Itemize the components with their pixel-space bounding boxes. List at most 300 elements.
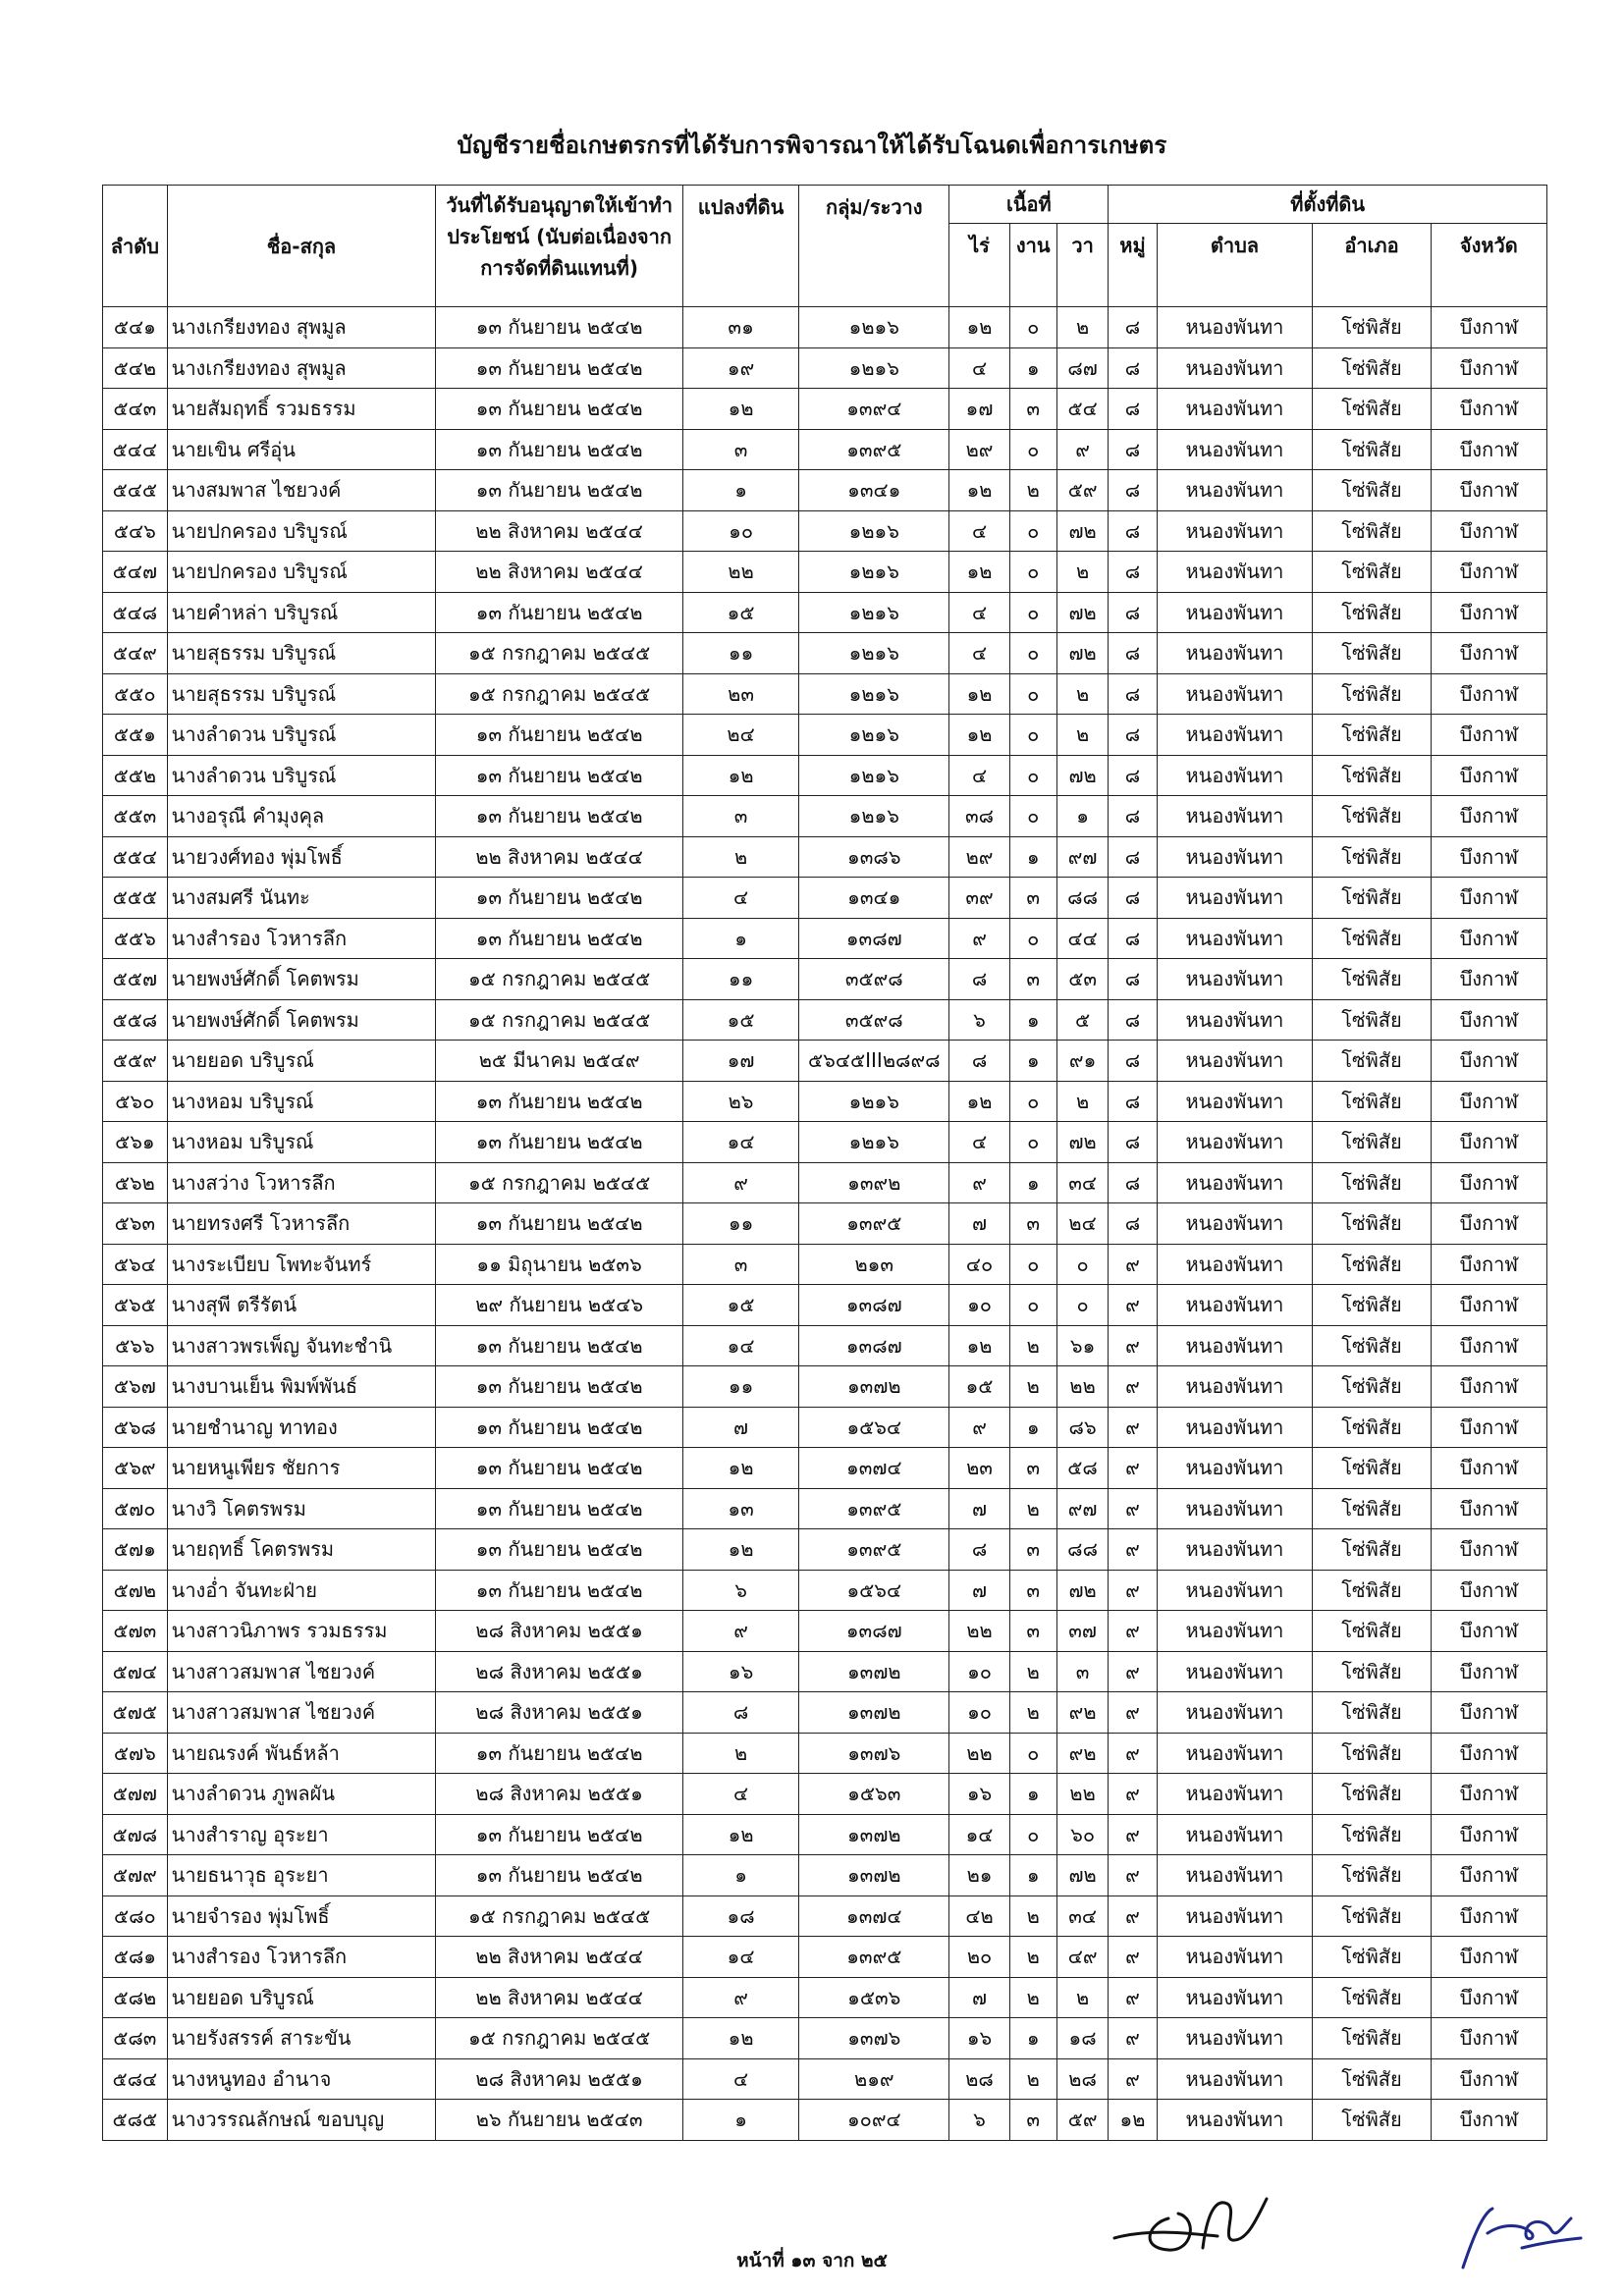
plot-number-cell: ๑๔: [682, 1122, 798, 1163]
amphoe-cell: โซ่พิสัย: [1313, 999, 1431, 1041]
area-rai-cell: ๔: [949, 510, 1009, 552]
area-wa-cell: ๒: [1056, 552, 1109, 593]
permit-date-cell: ๑๕ กรกฎาคม ๒๕๔๕: [436, 673, 683, 715]
village-moo-cell: ๙: [1109, 2018, 1157, 2059]
permit-date-cell: ๒๘ สิงหาคม ๒๕๕๑: [436, 2058, 683, 2100]
area-wa-cell: ๗๒: [1056, 1570, 1109, 1611]
farmer-name-cell: นางสำรอง โวหารลึก: [167, 1937, 436, 1978]
area-wa-cell: ๗๒: [1056, 755, 1109, 796]
plot-number-cell: ๒๒: [682, 552, 798, 593]
plot-number-cell: ๓: [682, 1244, 798, 1285]
farmer-name-cell: นางสมพาส ไชยวงค์: [167, 470, 436, 511]
area-rai-cell: ๙: [949, 1162, 1009, 1203]
row-number-cell: ๕๔๘: [103, 592, 168, 633]
province-cell: บึงกาฬ: [1431, 1162, 1546, 1203]
table-row: [103, 429, 1547, 470]
table-row: [103, 2100, 1547, 2141]
table-row: [103, 1285, 1547, 1326]
tambon-cell: หนองพันทา: [1157, 918, 1313, 959]
map-group-cell: ๑๓๘๗: [799, 1611, 949, 1652]
header-date: วันที่ได้รับอนุญาตให้เข้าทำประโยชน์ (นับต่อเนื่องจากการจัดที่ดินแทนที่): [436, 186, 683, 307]
village-moo-cell: ๑๒: [1109, 2100, 1157, 2141]
map-group-cell: ๕๖๔๕III๒๘๙๘: [799, 1041, 949, 1082]
area-ngan-cell: ๓: [1009, 1570, 1056, 1611]
map-group-cell: ๑๒๑๖: [799, 510, 949, 552]
province-cell: บึงกาฬ: [1431, 959, 1546, 1000]
plot-number-cell: ๒๔: [682, 715, 798, 756]
tambon-cell: หนองพันทา: [1157, 1203, 1313, 1245]
village-moo-cell: ๘: [1109, 755, 1157, 796]
amphoe-cell: โซ่พิสัย: [1313, 1488, 1431, 1529]
province-cell: บึงกาฬ: [1431, 1203, 1546, 1245]
plot-number-cell: ๑๑: [682, 959, 798, 1000]
map-group-cell: ๑๓๗๒: [799, 1651, 949, 1692]
permit-date-cell: ๑๓ กันยายน ๒๕๔๒: [436, 1407, 683, 1448]
area-ngan-cell: ๐: [1009, 796, 1056, 837]
tambon-cell: หนองพันทา: [1157, 1407, 1313, 1448]
village-moo-cell: ๙: [1109, 1285, 1157, 1326]
farmer-name-cell: นางสมศรี นันทะ: [167, 878, 436, 919]
tambon-cell: หนองพันทา: [1157, 1855, 1313, 1896]
table-row: [103, 510, 1547, 552]
province-cell: บึงกาฬ: [1431, 1488, 1546, 1529]
amphoe-cell: โซ่พิสัย: [1313, 1692, 1431, 1734]
province-cell: บึงกาฬ: [1431, 510, 1546, 552]
area-rai-cell: ๑๔: [949, 1814, 1009, 1855]
area-rai-cell: ๖: [949, 999, 1009, 1041]
province-cell: บึงกาฬ: [1431, 2058, 1546, 2100]
farmer-name-cell: นางอ่ำ จันทะฝ่าย: [167, 1570, 436, 1611]
province-cell: บึงกาฬ: [1431, 429, 1546, 470]
farmer-name-cell: นายณรงค์ พันธ์หล้า: [167, 1733, 436, 1774]
amphoe-cell: โซ่พิสัย: [1313, 2018, 1431, 2059]
village-moo-cell: ๘: [1109, 1041, 1157, 1082]
area-ngan-cell: ๑: [1009, 347, 1056, 389]
area-wa-cell: ๒: [1056, 307, 1109, 348]
farmer-name-cell: นางวิ โคตรพรม: [167, 1488, 436, 1529]
tambon-cell: หนองพันทา: [1157, 1285, 1313, 1326]
permit-date-cell: ๑๓ กันยายน ๒๕๔๒: [436, 715, 683, 756]
area-ngan-cell: ๐: [1009, 755, 1056, 796]
area-wa-cell: ๓๔: [1056, 1162, 1109, 1203]
map-group-cell: ๑๓๘๖: [799, 836, 949, 878]
row-number-cell: ๕๗๙: [103, 1855, 168, 1896]
area-rai-cell: ๑๒: [949, 673, 1009, 715]
row-number-cell: ๕๖๕: [103, 1285, 168, 1326]
village-moo-cell: ๘: [1109, 510, 1157, 552]
area-rai-cell: ๗: [949, 1570, 1009, 1611]
table-row: [103, 1203, 1547, 1245]
map-group-cell: ๑๒๑๖: [799, 715, 949, 756]
province-cell: บึงกาฬ: [1431, 1855, 1546, 1896]
tambon-cell: หนองพันทา: [1157, 1325, 1313, 1366]
map-group-cell: ๑๒๑๖: [799, 552, 949, 593]
village-moo-cell: ๘: [1109, 999, 1157, 1041]
village-moo-cell: ๘: [1109, 633, 1157, 674]
tambon-cell: หนองพันทา: [1157, 1774, 1313, 1815]
area-wa-cell: ๕๙: [1056, 470, 1109, 511]
amphoe-cell: โซ่พิสัย: [1313, 1285, 1431, 1326]
area-ngan-cell: ๒: [1009, 1977, 1056, 2018]
area-ngan-cell: ๐: [1009, 1733, 1056, 1774]
amphoe-cell: โซ่พิสัย: [1313, 1081, 1431, 1122]
table-row: [103, 552, 1547, 593]
tambon-cell: หนองพันทา: [1157, 552, 1313, 593]
village-moo-cell: ๙: [1109, 1448, 1157, 1489]
table-row: [103, 347, 1547, 389]
row-number-cell: ๕๗๗: [103, 1774, 168, 1815]
row-number-cell: ๕๕๐: [103, 673, 168, 715]
map-group-cell: ๑๕๖๓: [799, 1774, 949, 1815]
farmer-name-cell: นางหอม บริบูรณ์: [167, 1122, 436, 1163]
village-moo-cell: ๙: [1109, 1733, 1157, 1774]
village-moo-cell: ๙: [1109, 1611, 1157, 1652]
table-row: [103, 1366, 1547, 1408]
amphoe-cell: โซ่พิสัย: [1313, 1407, 1431, 1448]
area-wa-cell: ๗๒: [1056, 633, 1109, 674]
permit-date-cell: ๑๑ มิถุนายน ๒๕๓๖: [436, 1244, 683, 1285]
amphoe-cell: โซ่พิสัย: [1313, 1814, 1431, 1855]
province-cell: บึงกาฬ: [1431, 1407, 1546, 1448]
area-rai-cell: ๗: [949, 1488, 1009, 1529]
table-row: [103, 1814, 1547, 1855]
area-rai-cell: ๒๐: [949, 1937, 1009, 1978]
province-cell: บึงกาฬ: [1431, 1244, 1546, 1285]
area-wa-cell: ๓๔: [1056, 1896, 1109, 1937]
map-group-cell: ๑๒๑๖: [799, 755, 949, 796]
village-moo-cell: ๘: [1109, 347, 1157, 389]
plot-number-cell: ๒: [682, 1733, 798, 1774]
area-rai-cell: ๙: [949, 918, 1009, 959]
village-moo-cell: ๘: [1109, 1203, 1157, 1245]
amphoe-cell: โซ่พิสัย: [1313, 1733, 1431, 1774]
plot-number-cell: ๑๕: [682, 999, 798, 1041]
amphoe-cell: โซ่พิสัย: [1313, 347, 1431, 389]
table-row: [103, 1692, 1547, 1734]
plot-number-cell: ๘: [682, 1692, 798, 1734]
area-ngan-cell: ๐: [1009, 1285, 1056, 1326]
province-cell: บึงกาฬ: [1431, 1733, 1546, 1774]
farmer-name-cell: นายฤทธิ์ โคตรพรม: [167, 1529, 436, 1571]
amphoe-cell: โซ่พิสัย: [1313, 1366, 1431, 1408]
row-number-cell: ๕๗๘: [103, 1814, 168, 1855]
farmer-name-cell: นางสาวสมพาส ไชยวงค์: [167, 1651, 436, 1692]
permit-date-cell: ๑๓ กันยายน ๒๕๔๒: [436, 1122, 683, 1163]
map-group-cell: ๑๕๖๔: [799, 1407, 949, 1448]
tambon-cell: หนองพันทา: [1157, 836, 1313, 878]
permit-date-cell: ๑๓ กันยายน ๒๕๔๒: [436, 1325, 683, 1366]
farmer-name-cell: นายชำนาญ ทาทอง: [167, 1407, 436, 1448]
area-ngan-cell: ๐: [1009, 592, 1056, 633]
province-cell: บึงกาฬ: [1431, 796, 1546, 837]
plot-number-cell: ๑๕: [682, 1285, 798, 1326]
plot-number-cell: ๑๔: [682, 1937, 798, 1978]
plot-number-cell: ๑๒: [682, 2018, 798, 2059]
tambon-cell: หนองพันทา: [1157, 1937, 1313, 1978]
table-row: [103, 715, 1547, 756]
plot-number-cell: ๑: [682, 470, 798, 511]
table-row: [103, 1570, 1547, 1611]
plot-number-cell: ๑๔: [682, 1325, 798, 1366]
tambon-cell: หนองพันทา: [1157, 1122, 1313, 1163]
page-number: หน้าที่ ๑๓ จาก ๒๕: [736, 2250, 888, 2271]
area-ngan-cell: ๑: [1009, 1774, 1056, 1815]
map-group-cell: ๑๒๑๖: [799, 307, 949, 348]
area-wa-cell: ๙๗: [1056, 836, 1109, 878]
area-ngan-cell: ๒: [1009, 1896, 1056, 1937]
area-ngan-cell: ๐: [1009, 673, 1056, 715]
amphoe-cell: โซ่พิสัย: [1313, 592, 1431, 633]
farmer-name-cell: นางวรรณลักษณ์ ขอบบุญ: [167, 2100, 436, 2141]
amphoe-cell: โซ่พิสัย: [1313, 673, 1431, 715]
area-ngan-cell: ๐: [1009, 715, 1056, 756]
tambon-cell: หนองพันทา: [1157, 389, 1313, 430]
permit-date-cell: ๒๙ กันยายน ๒๕๔๖: [436, 1285, 683, 1326]
area-rai-cell: ๑๐: [949, 1285, 1009, 1326]
area-ngan-cell: ๒: [1009, 1937, 1056, 1978]
plot-number-cell: ๑๖: [682, 1651, 798, 1692]
plot-number-cell: ๔: [682, 1774, 798, 1815]
village-moo-cell: ๘: [1109, 796, 1157, 837]
amphoe-cell: โซ่พิสัย: [1313, 1937, 1431, 1978]
province-cell: บึงกาฬ: [1431, 1651, 1546, 1692]
table-row: [103, 1325, 1547, 1366]
permit-date-cell: ๑๓ กันยายน ๒๕๔๒: [436, 1488, 683, 1529]
village-moo-cell: ๘: [1109, 429, 1157, 470]
tambon-cell: หนองพันทา: [1157, 796, 1313, 837]
area-wa-cell: ๒: [1056, 715, 1109, 756]
table-row: [103, 1041, 1547, 1082]
tambon-cell: หนองพันทา: [1157, 1366, 1313, 1408]
tambon-cell: หนองพันทา: [1157, 1896, 1313, 1937]
table-body: [103, 307, 1547, 2141]
farmer-name-cell: นางสาวสมพาส ไชยวงค์: [167, 1692, 436, 1734]
amphoe-cell: โซ่พิสัย: [1313, 1325, 1431, 1366]
amphoe-cell: โซ่พิสัย: [1313, 1162, 1431, 1203]
table-row: [103, 1448, 1547, 1489]
area-ngan-cell: ๓: [1009, 1611, 1056, 1652]
map-group-cell: ๑๓๘๗: [799, 918, 949, 959]
map-group-cell: ๒๑๙: [799, 2058, 949, 2100]
map-group-cell: ๑๓๙๒: [799, 1162, 949, 1203]
area-rai-cell: ๓๘: [949, 796, 1009, 837]
permit-date-cell: ๒๘ สิงหาคม ๒๕๕๑: [436, 1692, 683, 1734]
province-cell: บึงกาฬ: [1431, 1570, 1546, 1611]
farmer-name-cell: นางสำราญ อุระยา: [167, 1814, 436, 1855]
plot-number-cell: ๔: [682, 878, 798, 919]
tambon-cell: หนองพันทา: [1157, 1244, 1313, 1285]
farmer-name-cell: นางสว่าง โวหารลึก: [167, 1162, 436, 1203]
map-group-cell: ๑๓๗๔: [799, 1896, 949, 1937]
plot-number-cell: ๑๒: [682, 1814, 798, 1855]
tambon-cell: หนองพันทา: [1157, 1488, 1313, 1529]
permit-date-cell: ๑๓ กันยายน ๒๕๔๒: [436, 470, 683, 511]
amphoe-cell: โซ่พิสัย: [1313, 552, 1431, 593]
village-moo-cell: ๙: [1109, 1692, 1157, 1734]
map-group-cell: ๑๒๑๖: [799, 673, 949, 715]
area-ngan-cell: ๓: [1009, 878, 1056, 919]
row-number-cell: ๕๔๑: [103, 307, 168, 348]
amphoe-cell: โซ่พิสัย: [1313, 2058, 1431, 2100]
farmer-name-cell: นางสาวนิภาพร รวมธรรม: [167, 1611, 436, 1652]
tambon-cell: หนองพันทา: [1157, 510, 1313, 552]
village-moo-cell: ๙: [1109, 1407, 1157, 1448]
map-group-cell: ๑๒๑๖: [799, 633, 949, 674]
row-number-cell: ๕๔๓: [103, 389, 168, 430]
province-cell: บึงกาฬ: [1431, 1285, 1546, 1326]
row-number-cell: ๕๖๘: [103, 1407, 168, 1448]
map-group-cell: ๑๐๙๔: [799, 2100, 949, 2141]
farmer-name-cell: นางระเบียบ โพทะจันทร์: [167, 1244, 436, 1285]
area-rai-cell: ๔: [949, 755, 1009, 796]
header-area: เนื้อที่: [949, 186, 1109, 224]
area-rai-cell: ๑๖: [949, 2018, 1009, 2059]
tambon-cell: หนองพันทา: [1157, 307, 1313, 348]
row-number-cell: ๕๗๑: [103, 1529, 168, 1571]
permit-date-cell: ๒๘ สิงหาคม ๒๕๕๑: [436, 1774, 683, 1815]
table-row: [103, 1162, 1547, 1203]
tambon-cell: หนองพันทา: [1157, 1570, 1313, 1611]
permit-date-cell: ๒๘ สิงหาคม ๒๕๕๑: [436, 1611, 683, 1652]
tambon-cell: หนองพันทา: [1157, 592, 1313, 633]
plot-number-cell: ๒๓: [682, 673, 798, 715]
area-rai-cell: ๔๐: [949, 1244, 1009, 1285]
tambon-cell: หนองพันทา: [1157, 959, 1313, 1000]
area-wa-cell: ๘๖: [1056, 1407, 1109, 1448]
tambon-cell: หนองพันทา: [1157, 1733, 1313, 1774]
farmer-name-cell: นางสาวพรเพ็ญ จันทะชำนิ: [167, 1325, 436, 1366]
table-row: [103, 1081, 1547, 1122]
row-number-cell: ๕๕๖: [103, 918, 168, 959]
table-row: [103, 1855, 1547, 1896]
row-number-cell: ๕๕๕: [103, 878, 168, 919]
area-wa-cell: ๗๒: [1056, 1122, 1109, 1163]
row-number-cell: ๕๖๐: [103, 1081, 168, 1122]
permit-date-cell: ๑๓ กันยายน ๒๕๔๒: [436, 347, 683, 389]
province-cell: บึงกาฬ: [1431, 1081, 1546, 1122]
plot-number-cell: ๑๑: [682, 633, 798, 674]
area-wa-cell: ๒: [1056, 673, 1109, 715]
row-number-cell: ๕๕๙: [103, 1041, 168, 1082]
area-ngan-cell: ๐: [1009, 1122, 1056, 1163]
area-wa-cell: ๗๒: [1056, 1855, 1109, 1896]
village-moo-cell: ๘: [1109, 715, 1157, 756]
province-cell: บึงกาฬ: [1431, 470, 1546, 511]
area-ngan-cell: ๑: [1009, 1162, 1056, 1203]
area-wa-cell: ๑๘: [1056, 2018, 1109, 2059]
permit-date-cell: ๑๓ กันยายน ๒๕๔๒: [436, 1814, 683, 1855]
permit-date-cell: ๑๓ กันยายน ๒๕๔๒: [436, 592, 683, 633]
tambon-cell: หนองพันทา: [1157, 1041, 1313, 1082]
tambon-cell: หนองพันทา: [1157, 2058, 1313, 2100]
row-number-cell: ๕๖๙: [103, 1448, 168, 1489]
province-cell: บึงกาฬ: [1431, 1041, 1546, 1082]
village-moo-cell: ๘: [1109, 673, 1157, 715]
table-row: [103, 1651, 1547, 1692]
province-cell: บึงกาฬ: [1431, 918, 1546, 959]
map-group-cell: ๓๕๙๘: [799, 959, 949, 1000]
area-rai-cell: ๑๗: [949, 389, 1009, 430]
area-rai-cell: ๒๑: [949, 1855, 1009, 1896]
amphoe-cell: โซ่พิสัย: [1313, 429, 1431, 470]
tambon-cell: หนองพันทา: [1157, 1162, 1313, 1203]
row-number-cell: ๕๖๖: [103, 1325, 168, 1366]
area-rai-cell: ๔๒: [949, 1896, 1009, 1937]
table-row: [103, 755, 1547, 796]
area-rai-cell: ๔: [949, 347, 1009, 389]
plot-number-cell: ๑๑: [682, 1366, 798, 1408]
row-number-cell: ๕๕๔: [103, 836, 168, 878]
village-moo-cell: ๙: [1109, 1366, 1157, 1408]
map-group-cell: ๑๓๘๗: [799, 1325, 949, 1366]
permit-date-cell: ๒๘ สิงหาคม ๒๕๕๑: [436, 1651, 683, 1692]
plot-number-cell: ๖: [682, 1570, 798, 1611]
tambon-cell: หนองพันทา: [1157, 1529, 1313, 1571]
village-moo-cell: ๘: [1109, 592, 1157, 633]
province-cell: บึงกาฬ: [1431, 1774, 1546, 1815]
area-ngan-cell: ๓: [1009, 1448, 1056, 1489]
farmer-name-cell: นางหนูทอง อำนาจ: [167, 2058, 436, 2100]
farmer-name-cell: นายจำรอง พุ่มโพธิ์: [167, 1896, 436, 1937]
table-row: [103, 1896, 1547, 1937]
permit-date-cell: ๒๒ สิงหาคม ๒๕๔๔: [436, 552, 683, 593]
village-moo-cell: ๙: [1109, 1977, 1157, 2018]
row-number-cell: ๕๖๔: [103, 1244, 168, 1285]
village-moo-cell: ๘: [1109, 959, 1157, 1000]
header-group: กลุ่ม/ระวาง: [799, 186, 949, 307]
tambon-cell: หนองพันทา: [1157, 755, 1313, 796]
farmer-name-cell: นางสุพี ตรีรัตน์: [167, 1285, 436, 1326]
table-row: [103, 307, 1547, 348]
area-rai-cell: ๑๕: [949, 1366, 1009, 1408]
village-moo-cell: ๘: [1109, 878, 1157, 919]
row-number-cell: ๕๔๕: [103, 470, 168, 511]
tambon-cell: หนองพันทา: [1157, 1081, 1313, 1122]
row-number-cell: ๕๗๐: [103, 1488, 168, 1529]
area-wa-cell: ๒: [1056, 1081, 1109, 1122]
map-group-cell: ๑๓๘๗: [799, 1285, 949, 1326]
farmer-name-cell: นางเกรียงทอง สุพมูล: [167, 347, 436, 389]
area-wa-cell: ๙๑: [1056, 1041, 1109, 1082]
map-group-cell: ๒๑๓: [799, 1244, 949, 1285]
area-ngan-cell: ๑: [1009, 1407, 1056, 1448]
table-row: [103, 1244, 1547, 1285]
amphoe-cell: โซ่พิสัย: [1313, 1977, 1431, 2018]
area-wa-cell: ๕๘: [1056, 1448, 1109, 1489]
province-cell: บึงกาฬ: [1431, 999, 1546, 1041]
row-number-cell: ๕๗๔: [103, 1651, 168, 1692]
area-ngan-cell: ๐: [1009, 307, 1056, 348]
village-moo-cell: ๘: [1109, 389, 1157, 430]
village-moo-cell: ๙: [1109, 1325, 1157, 1366]
map-group-cell: ๑๓๔๑: [799, 470, 949, 511]
permit-date-cell: ๑๓ กันยายน ๒๕๔๒: [436, 878, 683, 919]
farmer-name-cell: นางหอม บริบูรณ์: [167, 1081, 436, 1122]
header-moo: หมู่: [1109, 224, 1157, 307]
farmer-name-cell: นายสัมฤทธิ์ รวมธรรม: [167, 389, 436, 430]
tambon-cell: หนองพันทา: [1157, 2018, 1313, 2059]
permit-date-cell: ๒๒ สิงหาคม ๒๕๔๔: [436, 510, 683, 552]
map-group-cell: ๑๕๓๖: [799, 1977, 949, 2018]
row-number-cell: ๕๘๐: [103, 1896, 168, 1937]
area-rai-cell: ๙: [949, 1407, 1009, 1448]
village-moo-cell: ๙: [1109, 1244, 1157, 1285]
tambon-cell: หนองพันทา: [1157, 1814, 1313, 1855]
village-moo-cell: ๙: [1109, 1937, 1157, 1978]
province-cell: บึงกาฬ: [1431, 1366, 1546, 1408]
area-ngan-cell: ๑: [1009, 1041, 1056, 1082]
amphoe-cell: โซ่พิสัย: [1313, 307, 1431, 348]
